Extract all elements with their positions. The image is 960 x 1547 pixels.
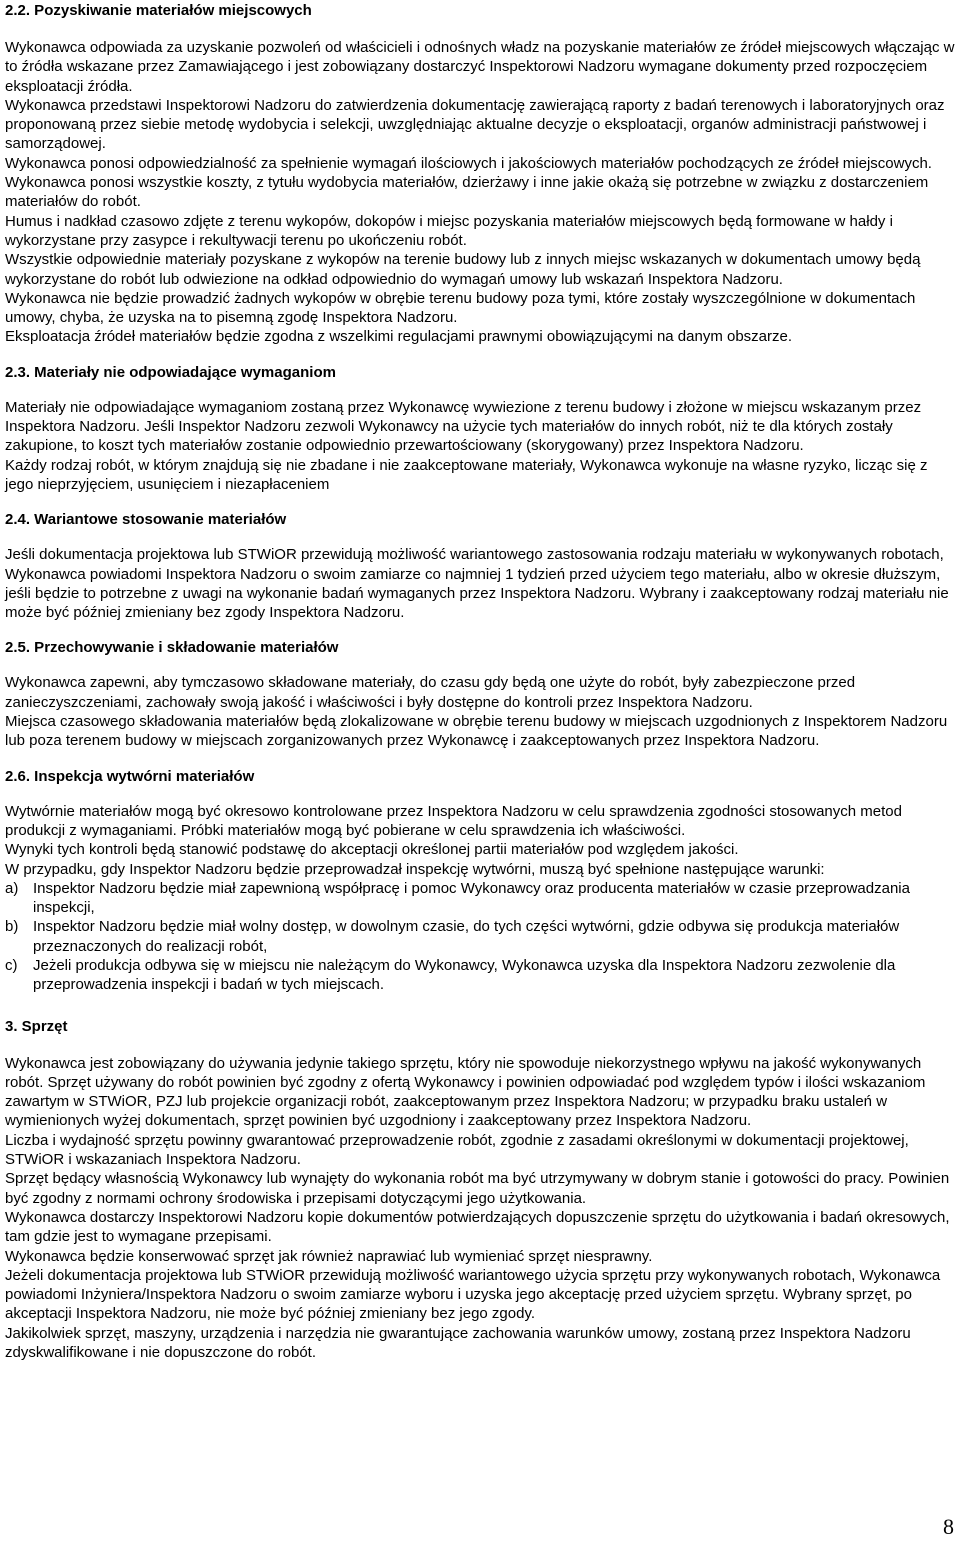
paragraph: Humus i nadkład czasowo zdjęte z terenu wykopów, dokopów i miejsc pozyskania materiałów miejscowych będą formowane w hałdy i wykorzystane przy zasypce i rekultywacji terenu po ukończeniu robót. — [5, 212, 893, 249]
paragraph: Każdy rodzaj robót, w którym znajdują się nie zbadane i nie zaakceptowane materiały, Wykonawca wykonuje na własne ryzyko, licząc się z jego nieprzyjęciem, usunięciem i niezapłaceniem — [5, 456, 928, 493]
paragraph: Wykonawca nie będzie prowadzić żadnych wykopów w obrębie terenu budowy poza tymi, które zostały wyszczególnione w dokumentach umowy, chyba, że uzyska na to pisemną zgodę Inspektora Nadzoru. — [5, 289, 916, 327]
paragraph: Eksploatacja źródeł materiałów będzie zgodna z wszelkimi regulacjami prawnymi obowiązującymi na danym obszarze. — [5, 328, 793, 346]
section-2-3 — [5, 363, 957, 494]
paragraph: Materiały nie odpowiadające wymaganiom zostaną przez Wykonawcę wywiezione z terenu budowy i złożone w miejscu wskazanym przez Inspektora Nadzoru. Jeśli Inspektor Nadzoru zezwoli Wykonawcy na użycie tych materiałów do innych robót, niż te dla których zostały zakupione, to koszt tych materiałów zostanie odpowiednio przewartościowany (skorygowany) przez Inspektora Nadzoru. — [5, 398, 922, 455]
paragraph: Wykonawca będzie konserwować sprzęt jak również naprawiać lub wymieniać sprzęt niesprawny. — [5, 1247, 653, 1265]
paragraph: Miejsca czasowego składowania materiałów będą zlokalizowane w obrębie terenu budowy w miejscach uzgodnionych z Inspektorem Nadzoru lub poza terenem budowy w miejscach zorganizowanych przez Wykonawcę i zaakceptowanych przez Inspektora Nadzoru. — [5, 713, 948, 750]
paragraph: Wykonawca przedstawi Inspektorowi Nadzoru do zatwierdzenia dokumentację zawierającą raporty z badań terenowych i laboratoryjnych oraz proponowaną przez siebie metodę wydobycia i selekcji, uwzględniając aktualne decyzje o eksploatacji, organów administracji państwowej i samorządowej. — [5, 96, 945, 153]
paragraph: W przypadku, gdy Inspektor Nadzoru będzie przeprowadzał inspekcję wytwórni, muszą być spełnione następujące warunki: — [5, 860, 825, 878]
paragraph: Sprzęt będący własnością Wykonawcy lub wynajęty do wykonania robót ma być utrzymywany w dobrym stanie i gotowości do pracy. Powinien być zgodny z normami ochrony środowiska i przepisami dotyczącymi jego użytkowania. — [5, 1170, 950, 1207]
paragraph: Wszystkie odpowiednie materiały pozyskane z wykopów na terenie budowy lub z innych miejsc wskazanych w dokumentach umowy będą wykorzystane do robót lub odwiezione na odkład odpowiednio do wymagań umowy lub wskazań Inspektora Nadzoru. — [5, 251, 921, 288]
list-item — [5, 879, 957, 918]
list-item — [5, 956, 957, 995]
paragraph: Wykonawca zapewni, aby tymczasowo składowane materiały, do czasu gdy będą one użyte do robót, były zabezpieczone przed zanieczyszczeniami, zachowały swoją jakość i właściwości i były dostępne do kontroli przez Inspektora Nadzoru. — [5, 674, 856, 711]
paragraph: Jeżeli dokumentacja projektowa lub STWiOR przewidują możliwość wariantowego użycia sprzętu przy wykonywanych robotach, Wykonawca powiadomi Inżyniera/Inspektora Nadzoru o swoim zamiarze wyboru i uzyska jego akceptację przed użyciem sprzętu. Wybrany sprzęt, po akceptacji Inspektora Nadzoru, nie może być później zmieniany bez jego zgody. — [5, 1266, 941, 1323]
page-number: 8 — [943, 1514, 954, 1539]
paragraph: Wytwórnie materiałów mogą być okresowo kontrolowane przez Inspektora Nadzoru w celu sprawdzenia zgodności stosowanych metod produkcji z wymaganiami. Próbki materiałów mogą być pobierane w celu sprawdzenia ich właściwości. — [5, 802, 902, 839]
paragraph: Jeśli dokumentacja projektowa lub STWiOR przewidują możliwość wariantowego zastosowania rodzaju materiału w wykonywanych robotach, Wykonawca powiadomi Inspektora Nadzoru o swoim zamiarze co najmniej 1 tydzień przed użyciem tego materiału, albo w okresie dłuższym, jeśli będzie to potrzebne z uwagi na wykonanie badań wymaganych przez Inspektora Nadzoru. Wybrany i zaakceptowany rodzaj materiału nie może być później zmieniany bez zgody Inspektora Nadzoru. — [5, 546, 949, 622]
list-item-text: Inspektor Nadzoru będzie miał wolny dostęp, w dowolnym czasie, do tych części wytwórni, gdzie odbywa się produkcja materiałów przeznaczonych do realizacji robót, — [33, 918, 900, 955]
paragraph: Wykonawca odpowiada za uzyskanie pozwoleń od właścicieli i odnośnych władz na pozyskanie materiałów ze źródeł miejscowych włączając w to źródła wskazane przez Zamawiającego i jest zobowiązany dostarczyć Inspektorowi Nadzoru wymagane dokumenty przed rozpoczęciem eksploatacji źródła. — [5, 39, 955, 95]
paragraph: Wynyki tych kontroli będą stanowić podstawę do akceptacji określonej partii materiałów pod względem jakości. — [5, 841, 739, 859]
paragraph: Wykonawca jest zobowiązany do używania jedynie takiego sprzętu, który nie spowoduje niekorzystnego wpływu na jakość wykonywanych robót. Sprzęt używany do robót powinien być zgodny z ofertą Wykonawcy i powinien odpowiadać pod względem typów i ilości wskazaniom zawartym w STWiOR, PZJ lub projekcie organizacji robót, zaakceptowanym przez Inspektora Nadzoru; w przypadku braku ustaleń w wymienionych wyżej dokumentach, sprzęt powinien być uzgodniony i zaakceptowany przez Inspektora Nadzoru. — [5, 1054, 926, 1130]
list-marker: a) — [5, 879, 19, 897]
section-2-5 — [5, 638, 957, 750]
paragraph: Liczba i wydajność sprzętu powinny gwarantować przeprowadzenie robót, zgodnie z zasadami określonymi w dokumentacji projektowej, STWiOR i wskazaniach Inspektora Nadzoru. — [5, 1131, 909, 1169]
list-marker: c) — [5, 956, 18, 974]
document-page — [5, 0, 957, 1362]
list-marker: b) — [5, 918, 19, 936]
section-2-2 — [5, 0, 957, 347]
section-heading: 2.3. Materiały nie odpowiadające wymaganiom — [5, 363, 336, 381]
list-item-text: Inspektor Nadzoru będzie miał zapewnioną współpracę i pomoc Wykonawcy oraz producenta materiałów w czasie przeprowadzania inspekcji, — [33, 879, 910, 917]
section-heading: 3. Sprzęt — [5, 1017, 68, 1035]
section-heading: 2.4. Wariantowe stosowanie materiałów — [5, 511, 287, 529]
list-item-text: Jeżeli produkcja odbywa się w miejscu nie należącym do Wykonawcy, Wykonawca uzyska dla Inspektora Nadzoru zezwolenie dla przeprowadzenia inspekcji i badań w tych miejscach. — [33, 956, 896, 994]
paragraph: Wykonawca dostarczy Inspektorowi Nadzoru kopie dokumentów potwierdzających dopuszczenie sprzętu do użytkowania i badań okresowych, tam gdzie jest to wymagane przepisami. — [5, 1208, 950, 1246]
section-2-4 — [5, 510, 957, 622]
paragraph: Wykonawca ponosi odpowiedzialność za spełnienie wymagań ilościowych i jakościowych materiałów pochodzących ze źródeł miejscowych. — [5, 154, 932, 172]
list-item — [5, 917, 957, 956]
section-2-6 — [5, 767, 957, 995]
section-3 — [5, 1017, 957, 1363]
paragraph: Wykonawca ponosi wszystkie koszty, z tytułu wydobycia materiałów, dzierżawy i inne jakie okażą się potrzebne w związku z dostarczeniem materiałów do robót. — [5, 174, 929, 211]
section-heading: 2.6. Inspekcja wytwórni materiałów — [5, 767, 255, 785]
section-heading: 2.5. Przechowywanie i składowanie materiałów — [5, 639, 339, 657]
conditions-list — [5, 879, 957, 995]
section-heading: 2.2. Pozyskiwanie materiałów miejscowych — [5, 2, 312, 19]
paragraph: Jakikolwiek sprzęt, maszyny, urządzenia i narzędzia nie gwarantujące zachowania warunków umowy, zostaną przez Inspektora Nadzoru zdyskwalifikowane i nie dopuszczone do robót. — [5, 1324, 911, 1362]
